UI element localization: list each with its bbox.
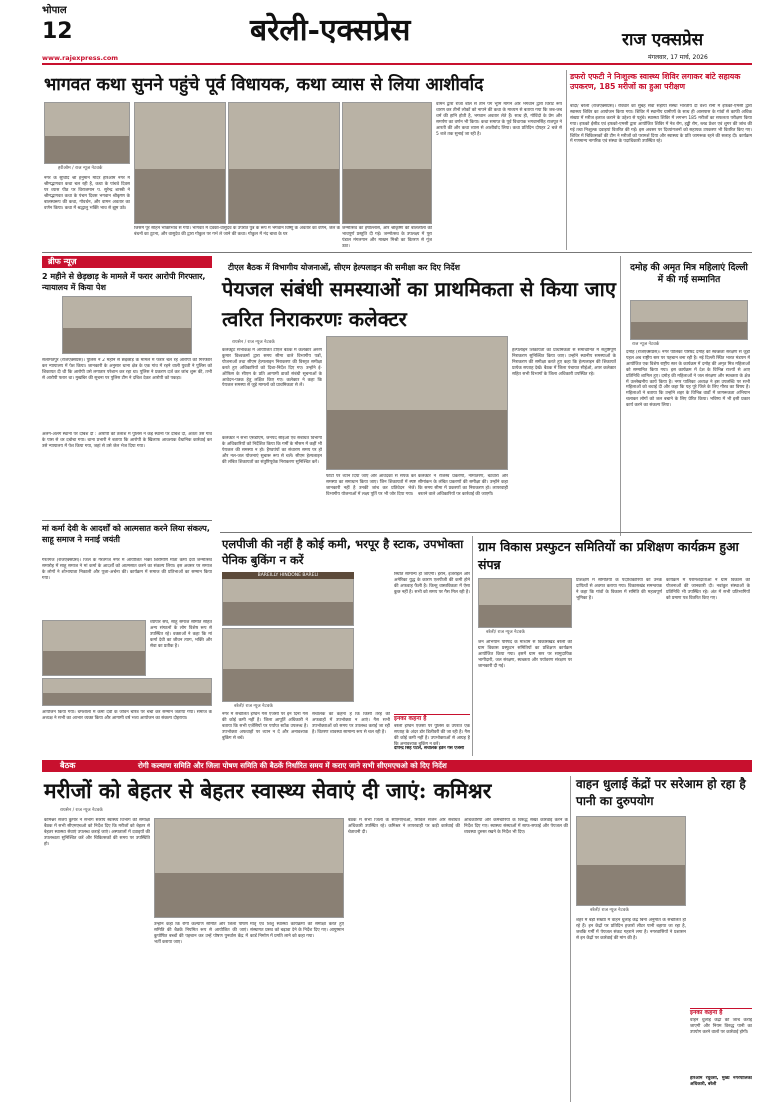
brief-item2-photo-1 — [42, 620, 146, 676]
page-number: 12 — [42, 19, 73, 44]
top-story-col1: नगर के सुविदि श्री हनुमान मंदिर हरिओम नगर में श्रीमद्भागवत कथा चल रही है, कथा के पांचवे दिवस पर व्यास पीठ पर विराजमान प. सुरेन्द्र शास्त्री ने श्रीमद्भागवत कथा के पंचम दिवस भगवान श्रीकृष्ण के बालस्वरूप की कथा, गोवर्धन, और वामन अवतार का वर्णन किया। कथा में श्रद्धालु भक्ति भाव से झूम उठे। — [44, 176, 130, 211]
lpg-col3: स्थिति सामान्य हो जाएगी। ईरान, इजराइल और अमेरिका युद्ध के कारण एलपीजी की कमी होने की अफवाह फैली है। किन्तु वास्तविकता में ऐसा कुछ नहीं है। सभी को समय पर गैस मिल रही है। — [394, 572, 470, 595]
main-story-kicker: टीएल बैठक में विभागीय योजनाओं, सीएम हेल्पलाइन की समीक्षा कर दिए निर्देश — [228, 263, 460, 272]
issue-date: मंगलवार, 17 मार्च, 2026 — [648, 54, 708, 61]
transport-divider — [570, 776, 571, 1102]
transport-byline: बरेली/ राज न्यूज नेटवर्क — [590, 908, 629, 913]
training-headline: ग्राम विकास प्रस्फुटन समितियों का प्रशिक्षण कार्यक्रम हुआ संपन्न — [478, 539, 739, 572]
training-col2: प्रशिक्षण में समितियों के पदाधिकारियों को उनके दायित्वों से अवगत कराया गया। विकासखंड समन्वयक ने कहा कि गांवों के विकास में समिति की महत्वपूर्ण भूमिका है। — [576, 578, 662, 601]
transport-quote-label: इनका कहना है — [690, 1009, 723, 1016]
city-name: भोपाल — [42, 5, 67, 16]
bottom-col5: अधिकारियों और कर्मचारियों के विरुद्ध सख्त कार्रवाई करने के निर्देश दिए गए। स्वास्थ्य संस्थाओं में साफ-सफाई और पेयजल की व्यवस्था दुरुस्त रखने के निर्देश भी दिए। — [464, 818, 568, 835]
brief-item2-body3: आयोजन किया गया। धर्मशाला में कर्मा देवी के जीवन चरित्र पर चर्चा कर सम्मान जताया गया। समाज के अध्यक्ष ने सभी का आभार व्यक्त किया और आगामी वर्ष भव्य आयोजन का संकल्प दोहराया। — [42, 710, 212, 721]
lpg-photo-1 — [222, 572, 354, 626]
bottom-col2: उन्होंने कहा कि रोगी कल्याण समिति और जिला पोषण समिति की बैठकें नियमित रूप से आयोजित की जाएं। कुपोषित बच्चों की पहचान कर उन्हें पोषण पुनर्वास केंद्र में भर्ती कराया जाए। — [154, 922, 248, 945]
brief-divider — [42, 520, 212, 521]
brief-news-column — [42, 256, 212, 746]
brand-name: राज एक्सप्रेस — [622, 30, 704, 50]
masthead — [0, 0, 778, 64]
lpg-headline: एलपीजी की नहीं है कोई कमी, भरपूर है स्टाक, उपभोक्ता पेनिक बुकिंग न करें — [222, 537, 464, 567]
lpg-col1: नगर में संचालित इण्डेन गैस एजेंसी पर इन दिनों गैस की कोई कमी नहीं है। जिला आपूर्ति अधिकारी ने बताया कि सभी एजेंसियों पर पर्याप्त स्टॉक उपलब्ध है। उपभोक्ता अफवाहों पर ध्यान न दें और अनावश्यक बुकिंग से बचें। — [222, 712, 308, 741]
brief-item2-body: गैरतगंज (राजएक्सप्रेस)। जिले के गैरतगंज नगर में आयोजित भक्त शिरोमणि माता कर्मा देवी जन्मोत्सव समारोह में साहू समाज ने मां कर्मा के आदर्शों को आत्मसात करने का संकल्प लिया। इस अवसर पर समाज के लोगों ने शोभायात्रा निकाली और पूजा-अर्चना की। कार्यक्रम में समाज की प्रतिभाओं का सम्मान किया गया। — [42, 558, 212, 581]
top-story-col2: जिसमें पूर सोहन भक्तिभाव से गया। भागवत में देवकी-वासुदेव के उपरांत पुत्र के रूप में भगवान विष्णु के अवतार का वर्णन, जेल के बंधनों का टूटना, और वासुदेव की द्वारा गोकुल पर गर्भ ले जाने की कथा। गोकुल में नंद बाबा के घर — [134, 226, 340, 237]
top-story-photo-1 — [44, 102, 130, 164]
brief-item1-photo — [62, 296, 192, 354]
section-title: बरेली-एक्सप्रेस — [250, 13, 411, 48]
lpg-quote-name: दीपेन्द्र सिंह पटेल, संचालक इंडेन गैस एजेंसी — [394, 746, 465, 751]
main-story-byline: रायसेन / राज न्यूज नेटवर्क — [232, 340, 275, 345]
brief-item1-headline: 2 महीने से छेड़छाड़ के मामले में फरार आरोपी गिरफ्तार, न्यायालय में किया पेश — [42, 272, 206, 292]
lpg-quote-body: बरेली इण्डेन एजेंसी पर पुलिस के उपरांत एक सप्ताह के अंदर डोर डिलीवरी की जा रही है। गैस की कोई कमी नहीं है। उपभोक्ताओं से आग्रह है कि अनावश्यक बुकिंग न करें। — [394, 724, 470, 746]
top-story-photo-2 — [134, 102, 226, 224]
website-link[interactable]: www.rajexpress.com — [42, 54, 119, 62]
main-story-col4: कलेक्टर ने राजस्व प्रकरणों, नामांतरण, बंटवारा और सीमांकन के लंबित प्रकरणों की समीक्षा की। उन्होंने कहा कि समय सीमा में प्रकरणों का निराकरण हो। लापरवाही बरतने वाले अधिकारियों पर कार्रवाई की जाएगी। — [418, 474, 508, 497]
bottom-col4: बैठक में सभी जिलों के सीएमएचओ, सिविल सर्जन और संबंधित अधिकारी उपस्थित रहे। कमिश्नर ने लापरवाही पर कड़ी कार्रवाई की चेतावनी दी। — [348, 818, 460, 835]
right-top-headline: डफरो एफटी ने निःशुल्क स्वास्थ्य शिविर लगाकर बांटे सहायक उपकरण, 185 मरीजों का हुआ परीक्षण — [570, 72, 741, 91]
top-story-col3: जन्मोत्सव का हर्षोल्लास, और श्रीकृष्ण की बाललीला की भावपूर्ण प्रस्तुति दी गई। जन्मोत्सव के उपलक्ष्य में पूरा पंडाल मंगलगान और माखन मिश्री का वितरण से गूंज उठा। — [342, 226, 432, 248]
top-story-byline: हरीओम / राज न्यूज नेटवर्क — [58, 166, 103, 171]
right-top-divider — [566, 70, 567, 250]
right-story-body: दमोह (राजएक्सप्रेस)। नगर पालिका परिषद दमोह की स्वच्छता संरक्षण से जुड़ी पहल अब राष्ट्रीय स्तर पर पहचान बना रही है। नई दिल्ली स्थित भारत मंडपम में आयोजित एक विशेष राष्ट्रीय स्तर के कार्यक्रम में दमोह की अमृत मित्र महिलाओं को सम्मानित किया गया। इस कार्यक्रम में देश के विभिन्न राज्यों से आए प्रतिनिधि शामिल हुए। दमोह की महिलाओं ने जल संरक्षण और स्वच्छता के क्षेत्र में उल्लेखनीय कार्य किया है। नगर पालिका अध्यक्ष ने इस उपलब्धि पर सभी महिलाओं को बधाई दी और कहा कि यह पूरे जिले के लिए गौरव का विषय है। महिलाओं ने बताया कि उन्होंने शहर के विभिन्न वार्डों में जागरूकता अभियान चलाकर लोगों को जल बचाने के लिए प्रेरित किया। भविष्य में भी इसी प्रकार कार्य करने का संकल्प लिया। — [626, 350, 750, 409]
bottom-headline: मरीजों को बेहतर से बेहतर स्वास्थ्य सेवाएं दी जाएं: कमिश्नर — [44, 778, 492, 803]
lpg-photo-2 — [222, 628, 354, 702]
training-divider — [472, 536, 473, 756]
main-story-col1: कलेक्ट्रेट सभाकक्ष में आयोजित टीएल बैठक में कलेक्टर अरुण कुमार विश्वकर्मा द्वारा समय सीमा वाले विभागीय पत्रों, योजनाओं तथा सीएम हेल्पलाइन निराकरण की विस्तृत समीक्षा करते हुए अधिकारियों को दिशा-निर्देश दिए गए। उन्होंने ई-ऑफिस के सीएम के प्रति आगामी डाकों संबंधी सूचनाओं के आवेदन-पत्रक हेतु लक्षित किए गए। कलेक्टर ने कहा कि पेयजल समस्या से जुड़े मामलों को प्राथमिकता से लें। — [222, 348, 322, 389]
right-story-divider — [620, 256, 621, 536]
lpg-col2: संचालक का कहना है कि किसी तरह की अफवाहों में उपभोक्ता न आएं। गैस सभी उपभोक्ताओं को समय पर उपलब्ध कराई जा रही है। वितरण व्यवस्था सामान्य रूप से चल रही है। — [312, 712, 390, 735]
top-story-col4: वामन द्वारा राजा बलि से तीन पग भूमि मांगने और भगवान द्वारा विराट रूप धारण कर तीनों लोकों को नापने की कथा के माध्यम से बताया गया कि जब-जब धर्म की हानि होती है, भगवान अवतार लेते हैं। साथ ही, गोविंदो के प्रेम और समर्पण का वर्णन भी किया। कथा समाप्त के पूर्व विधायक भगवानसिंह राजपूत ने आरती की और कथा व्यास से आशीर्वाद लिया। कथा प्रतिदिन दोपहर 2 बजे से 5 बजे तक सुनाई जा रही है। — [436, 102, 562, 137]
transport-body: शहर में बड़ी संख्या में वाहन धुलाई केंद्र बिना अनुमति के संचालित हो रहे हैं। इन केंद्रों पर प्रतिदिन हजारों लीटर पानी बहाया जा रहा है, जबकि गर्मी में पेयजल संकट गहराने लगा है। नगरवासियों ने प्रशासन से इन केंद्रों पर कार्रवाई की मांग की है। — [576, 918, 686, 941]
lpg-quote-label: इनका कहना है — [394, 715, 427, 722]
top-story-photo-4 — [342, 102, 432, 224]
brief-item1-body2: अलग-अलग स्थानों पर दबिश दी : आरोपी की तलाश में पुलिस ने कई स्थानों पर दबिश दी, अंततः उसे गांव के पास से धर दबोचा गया। थाना प्रभारी ने बताया कि आरोपी के खिलाफ आवश्यक वैधानिक कार्रवाई कर उसे न्यायालय में पेश किया गया, जहां से उसे जेल भेज दिया गया। — [42, 432, 212, 449]
transport-quote-body: वाहन धुलाई केंद्रों की जांच कराई जाएगी और नियम विरुद्ध पानी का उपयोग करने वालों पर कार्रवाई होगी। — [690, 1018, 752, 1035]
lpg-photo-sign: BAREILLY HINDONE BARELI — [222, 572, 354, 579]
brief-item2-headline: मां कर्मा देवी के आदर्शों को आत्मसात करने लिया संकल्प, साहू समाज ने मनाई जयंती — [42, 524, 210, 544]
right-story-photo — [630, 300, 748, 340]
transport-quote-name: हरिओम रघुवंशी, मुख्य नगरपालिका अधिकारी, बरेली — [690, 1076, 752, 1087]
bottom-col1: कमिश्नर संजय कुमार ने संभाग स्तरीय स्वास्थ्य विभाग की समीक्षा बैठक में सभी सीएमएचओ को निर्देश दिए कि मरीजों को बेहतर से बेहतर स्वास्थ्य सेवाएं उपलब्ध कराई जाएं। अस्पतालों में दवाइयों की उपलब्धता सुनिश्चित करें और चिकित्सकों की समय पर उपस्थिति हो। — [44, 818, 150, 847]
training-photo — [478, 578, 572, 628]
brief-item2-photo-2 — [42, 678, 212, 706]
training-col1: जन अभियान परिषद के माध्यम से विकासखंड बरेली की ग्राम विकास प्रस्फुटन समितियों का प्रशिक्षण कार्यक्रम आयोजित किया गया। इसमें ग्राम स्तर पर सामुदायिक भागीदारी, जल संरक्षण, स्वच्छता और पर्यावरण संरक्षण पर जानकारी दी गई। — [478, 640, 572, 669]
main-story-headline: पेयजल संबंधी समस्याओं का प्राथमिकता से किया जाए त्वरित निराकरणः कलेक्टर — [222, 277, 616, 331]
right-story-byline: राज न्यूज नेटवर्क — [632, 342, 660, 347]
right-story-headline: दमोह की अमृत मित्र महिलाएं दिल्ली में की गई सम्मानित — [630, 263, 748, 285]
lpg-byline: बरेली/ राज न्यूज नेटवर्क — [234, 704, 273, 709]
right-top-body: बांदी/ बरेली (राजएक्सप्रेस)। रविवार को सुबह सेवा सहायी संस्था भारतीय दी वैश्य रानी में इफको-एमसी द्वारा स्वास्थ्य शिविर का आयोजन किया गया। शिविर में स्थानीय ग्रामीणों के साथ ही आसपास के गांवों से काफी अधिक संख्या में मरीज इलाज कराने के उद्देश्य से पहुंचे। स्वास्थ्य शिविर में लगभग 185 मरीजों का सफलता परीक्षण किया गया। इफको ईसीड एवं इफको-एमसी द्वारा आयोजित शिविर में नेत्र रोग, हड्डी रोग, ब्लड प्रेशर एवं शुगर की जांच की गई तथा निःशुल्क दवाइयां वितरित की गईं। इस अवसर पर दिव्यांगजनों को सहायक उपकरण भी वितरित किए गए। शिविर में चिकित्सकों की टीम ने मरीजों को परामर्श दिया और स्वास्थ्य के प्रति जागरूक रहने की सलाह दी। कार्यक्रम में गणमान्य नागरिक एवं संस्था के पदाधिकारी उपस्थित रहे। — [570, 104, 752, 145]
brief-item2-col: व्यापार संघ, साहू समाज समिति सहित अन्य संगठनों के लोग विशेष रूप से उपस्थित रहे। वक्ताओं ने कहा कि मां कर्मा देवी का जीवन त्याग, भक्ति और सेवा का प्रतीक है। — [150, 620, 212, 649]
bottom-col3: मातृ एवं शिशु स्वास्थ्य कार्यक्रमों की समीक्षा करते हुए संस्थागत प्रसव को बढ़ावा देने के निर्देश दिए गए। आयुष्मान कार्ड निर्माण में प्रगति लाने को कहा गया। — [250, 922, 344, 939]
masthead-rule — [42, 63, 752, 65]
transport-headline: वाहन धुलाई केंद्रों पर सरेआम हो रहा है पानी का दुरुपयोग — [576, 777, 746, 808]
main-story-photo — [326, 336, 508, 470]
bottom-byline: रायसेन / राज न्यूज नेटवर्क — [60, 808, 103, 813]
brief-item1-body: सलामतपुर (राजएक्सप्रेस)। पुलिस ने 2 महीने से छेड़छाड़ के मामले में फरार चल रहे आरोपी को गिरफ्तार कर न्यायालय में पेश किया। जानकारी के अनुसार थाना क्षेत्र के एक गांव में रहने वाली युवती ने पुलिस को शिकायत दी थी कि आरोपी उसे लगातार परेशान कर रहा था। पुलिस ने प्रकरण दर्ज कर जांच शुरू की, तभी से आरोपी फरार था। मुखबिर की सूचना पर पुलिस टीम ने दबिश देकर आरोपी को पकड़ा। — [42, 358, 212, 381]
training-col3: कार्यक्रम में परामर्शदाताओं ने ग्राम विकास की योजनाओं की जानकारी दी। नवांकुर संस्थाओं के प्रतिनिधि भी उपस्थित रहे। अंत में सभी प्रतिभागियों को प्रमाण पत्र वितरित किए गए। — [666, 578, 750, 601]
section-divider-1 — [42, 252, 752, 253]
brief-news-label: ब्रीफ न्यूज़ — [42, 256, 212, 268]
main-story-col3: फोटो पर ध्यान दिया जाए और आवेदकों से संपर्क कर समस्या का समाधान किया जाए। जिन शिकायतों में स्पष्ट जानकारी नहीं है उनकी जांच कर प्रतिवेदन भेजें। विभागीय योजनाओं में लक्ष्य पूर्ति पर भी जोर दिया गया। — [326, 474, 416, 497]
bottom-kicker-label: बैठक — [60, 761, 76, 770]
bottom-photo — [154, 818, 344, 918]
training-byline: बरेली/ राज न्यूज नेटवर्क — [486, 630, 525, 635]
section-divider-2 — [220, 532, 752, 533]
top-story-photo-3 — [228, 102, 340, 224]
main-story-col5: हेल्पलाइन शिकायतों का प्राथमिकता से समाधानित में संतुष्टिपूर्ण निराकरण सुनिश्चित किया जाए। उन्होंने स्थानीय समस्याओं के निराकरण की समीक्षा करते हुए कहा कि हेल्पलाइन की शिकायतें प्रत्येक सप्ताह देखें। बैठक में जिला पंचायत सीईओ, अपर कलेक्टर सहित सभी विभागों के जिला अधिकारी उपस्थित रहे। — [512, 348, 616, 377]
top-headline: भागवत कथा सुनने पहुंचे पूर्व विधायक, कथा व्यास से लिया आशीर्वाद — [44, 75, 484, 95]
main-story-col2: कलेक्टर ने सभी एसडीएम, जनपद सीईओ एवं संबंधित विभागों के अधिकारियों को निर्देशित किया कि गर्मी के मौसम में कहीं भी पेयजल की समस्या न हो। हैण्डपंपों का संधारण समय पर हो और नल-जल योजनाएं सुचारू रूप से चलें। सीएम हेल्पलाइन की लंबित शिकायतों का संतुष्टिपूर्वक निराकरण सुनिश्चित करें। — [222, 436, 322, 465]
transport-photo — [576, 816, 686, 906]
bottom-kicker: रोगी कल्याण समिति और जिला पोषण समिति की बैठकें निर्धारित समय में कराए जाने सभी सीएमएचओ को दिए निर्देश — [138, 761, 447, 770]
